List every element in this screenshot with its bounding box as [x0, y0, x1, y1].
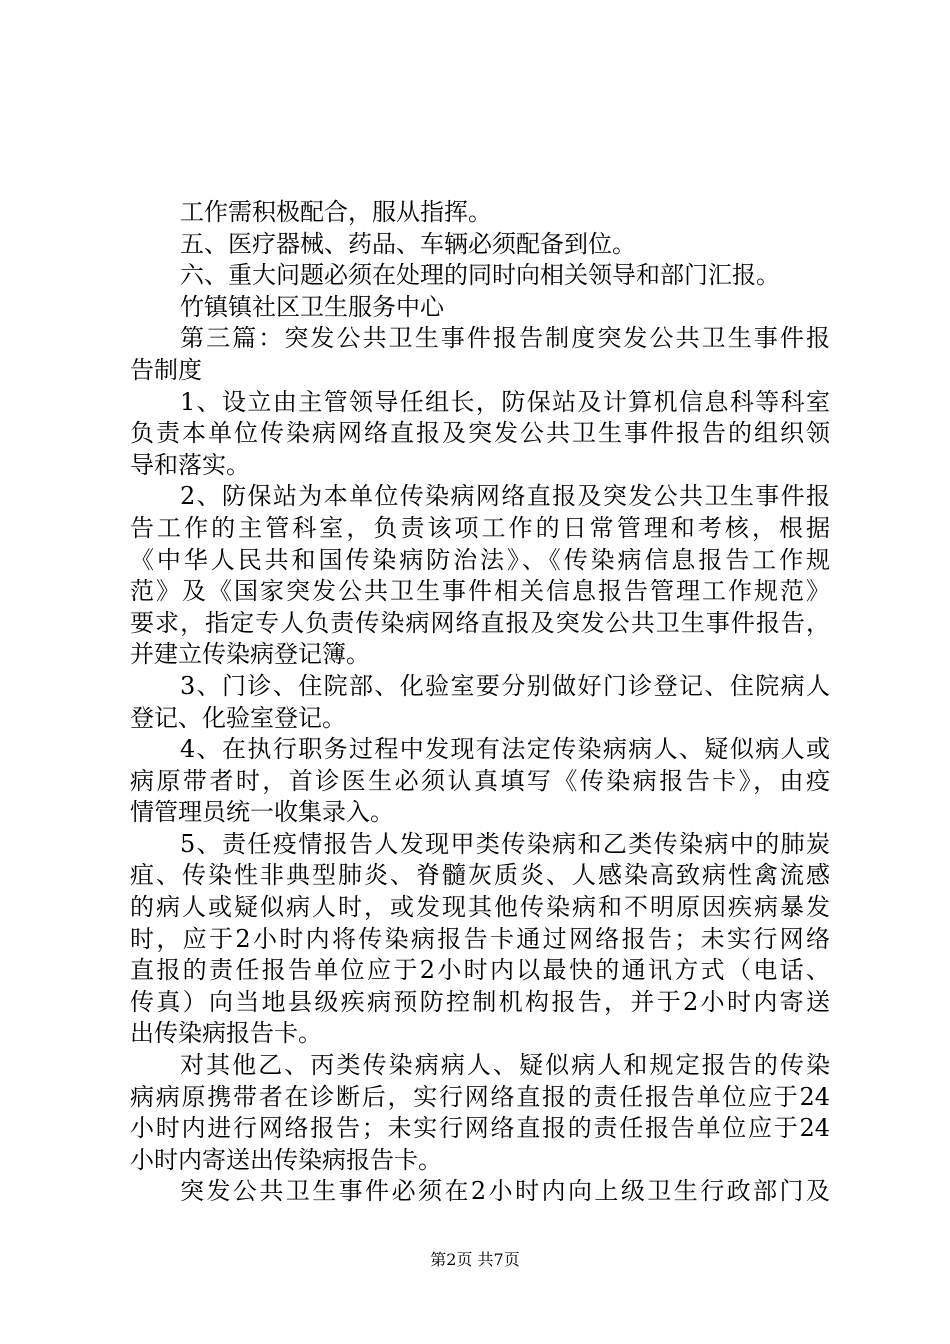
paragraph-line: 直报的责任报告单位应于2小时内以最快的通讯方式（电话、 [130, 956, 830, 985]
paragraph-line: 导和落实。 [130, 450, 250, 479]
paragraph-line: 并建立传染病登记簿。 [130, 640, 370, 669]
section-heading-line: 告制度 [130, 355, 202, 384]
page-number-footer: 第2页 共7页 [430, 1250, 520, 1269]
paragraph-line: 时，应于2小时内将传染病报告卡通过网络报告；未实行网络 [130, 924, 830, 953]
paragraph-line: 范》及《国家突发公共卫生事件相关信息报告管理工作规范》 [130, 577, 830, 606]
paragraph-line: 的病人或疑似病人时，或发现其他传染病和不明原因疾病暴发 [130, 893, 830, 922]
paragraph-line: 对其他乙、丙类传染病病人、疑似病人和规定报告的传染 [180, 1051, 830, 1080]
paragraph-line: 六、重大问题必须在处理的同时向相关领导和部门汇报。 [180, 261, 780, 290]
paragraph-line: 突发公共卫生事件必须在2小时内向上级卫生行政部门及 [180, 1177, 830, 1206]
signature-line: 竹镇镇社区卫生服务中心 [180, 292, 444, 321]
section-heading-line: 第三篇：突发公共卫生事件报告制度突发公共卫生事件报 [180, 324, 830, 353]
paragraph-line: 4、在执行职务过程中发现有法定传染病病人、疑似病人或 [180, 735, 830, 764]
paragraph-line: 情管理员统一收集录入。 [130, 798, 394, 827]
paragraph-line: 小时内进行网络报告；未实行网络直报的责任报告单位应于24 [130, 1114, 830, 1143]
paragraph-line: 疽、传染性非典型肺炎、脊髓灰质炎、人感染高致病性禽流感 [130, 861, 830, 890]
document-body [130, 197, 830, 1208]
paragraph-line: 登记、化验室登记。 [130, 703, 346, 732]
paragraph-line: 五、医疗器械、药品、车辆必须配备到位。 [180, 229, 636, 258]
paragraph-line: 工作需积极配合，服从指挥。 [180, 198, 492, 226]
paragraph-line: 病病原携带者在诊断后，实行网络直报的责任报告单位应于24 [130, 1082, 830, 1111]
paragraph-line: 2、防保站为本单位传染病网络直报及突发公共卫生事件报 [180, 482, 830, 511]
paragraph-line: 病原带者时，首诊医生必须认真填写《传染病报告卡》，由疫 [130, 766, 830, 795]
paragraph-line: 出传染病报告卡。 [130, 1019, 322, 1048]
paragraph-line: 负责本单位传染病网络直报及突发公共卫生事件报告的组织领 [130, 419, 830, 448]
paragraph-line: 3、门诊、住院部、化验室要分别做好门诊登记、住院病人 [180, 671, 830, 700]
paragraph-line: 1、设立由主管领导任组长，防保站及计算机信息科等科室 [180, 387, 830, 416]
paragraph-line: 5、责任疫情报告人发现甲类传染病和乙类传染病中的肺炭 [180, 829, 830, 858]
paragraph-line: 《中华人民共和国传染病防治法》、《传染病信息报告工作规 [130, 545, 830, 574]
paragraph-line: 小时内寄送出传染病报告卡。 [130, 1145, 442, 1174]
paragraph-line: 传真）向当地县级疾病预防控制机构报告，并于2小时内寄送 [130, 987, 830, 1016]
paragraph-line: 告工作的主管科室，负责该项工作的日常管理和考核，根据 [130, 513, 830, 542]
paragraph-line: 要求，指定专人负责传染病网络直报及突发公共卫生事件报告， [130, 608, 830, 637]
